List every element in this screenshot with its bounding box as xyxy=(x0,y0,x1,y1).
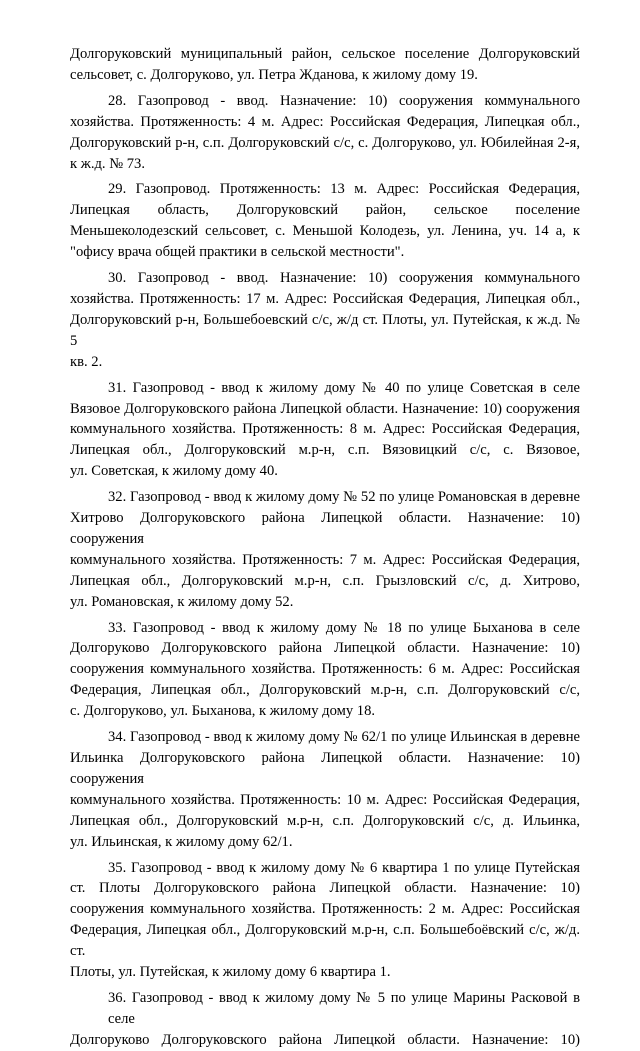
paragraph-item-28 xyxy=(70,91,580,175)
text-line: 28. Газопровод - ввод. Назначение: 10) сооружения коммунального xyxy=(108,92,580,109)
paragraph-item-36 xyxy=(70,988,580,1051)
text-line: Плоты, ул. Путейская, к жилому дому 6 квартира 1. xyxy=(70,964,391,981)
text-line: с. Долгоруково, ул. Быханова, к жилому дому 18. xyxy=(70,703,376,720)
text-line: хозяйства. Протяженность: 4 м. Адрес: Российская Федерация, Липецкая обл., xyxy=(70,113,580,130)
text-line: Федерация, Липецкая обл., Долгоруковский м.р-н, с.п. Долгоруковский с/с, xyxy=(70,682,580,699)
paragraph-item-30 xyxy=(70,268,580,373)
text-line: Меньшеколодезский сельсовет, с. Меньшой Колодезь, ул. Ленина, уч. 14 а, к xyxy=(70,223,580,240)
text-line: Долгоруково Долгоруковского района Липецкой области. Назначение: 10) xyxy=(70,1031,580,1048)
paragraph-item-35 xyxy=(70,858,580,983)
text-line: 33. Газопровод - ввод к жилому дому № 18 по улице Быханова в селе xyxy=(108,619,580,636)
paragraph-item-32 xyxy=(70,487,580,612)
text-line: ул. Ильинская, к жилому дому 62/1. xyxy=(70,833,293,850)
paragraph-item-31 xyxy=(70,378,580,483)
text-line: Федерация, Липецкая обл., Долгоруковский м.р-н, с.п. Большебоёвский с/с, ж/д. ст. xyxy=(70,922,580,960)
text-line: 32. Газопровод - ввод к жилому дому № 52 по улице Романовская в деревне xyxy=(108,489,580,506)
text-line: Долгоруково Долгоруковского района Липецкой области. Назначение: 10) xyxy=(70,640,580,657)
paragraph-item-29 xyxy=(70,179,580,263)
text-line: Ильинка Долгоруковского района Липецкой области. Назначение: 10) сооружения xyxy=(70,750,580,787)
text-line: "офису врача общей практики в сельской местности". xyxy=(70,244,405,261)
text-line: 35. Газопровод - ввод к жилому дому № 6 квартира 1 по улице Путейская xyxy=(108,859,580,876)
text-line: Липецкая обл., Долгоруковский м.р-н, с.п. Вязовицкий с/с, с. Вязовое, xyxy=(70,442,580,459)
text-line: 36. Газопровод - ввод к жилому дому № 5 по улице Марины Расковой в селе xyxy=(108,989,580,1027)
text-line: Вязовое Долгоруковского района Липецкой области. Назначение: 10) сооружения xyxy=(70,400,580,417)
paragraph-item-33 xyxy=(70,618,580,723)
text-line: 29. Газопровод. Протяженность: 13 м. Адрес: Российская Федерация, xyxy=(108,181,580,198)
text-line: ул. Романовская, к жилому дому 52. xyxy=(70,593,294,610)
text-line: ул. Советская, к жилому дому 40. xyxy=(70,463,278,480)
paragraph-continuation xyxy=(70,44,580,86)
text-line: сельсовет, с. Долгоруково, ул. Петра Жданова, к жилому дому 19. xyxy=(70,66,478,83)
text-line: коммунального хозяйства. Протяженность: 8 м. Адрес: Российская Федерация, xyxy=(70,421,580,438)
text-line: Липецкая обл., Долгоруковский м.р-н, с.п. Грызловский с/с, д. Хитрово, xyxy=(70,572,580,589)
text-line: сооружения коммунального хозяйства. Протяженность: 6 м. Адрес: Российская xyxy=(70,661,580,678)
text-line: Хитрово Долгоруковского района Липецкой области. Назначение: 10) сооружения xyxy=(70,510,580,547)
text-line: сооружения коммунального хозяйства. Протяженность: 2 м. Адрес: Российская xyxy=(70,901,580,918)
text-line: 30. Газопровод - ввод. Назначение: 10) сооружения коммунального xyxy=(108,270,580,287)
text-line: коммунального хозяйства. Протяженность: 10 м. Адрес: Российская Федерация, xyxy=(70,791,580,808)
text-line: 31. Газопровод - ввод к жилому дому № 40 по улице Советская в селе xyxy=(108,379,580,396)
text-line: Липецкая область, Долгоруковский район, сельское поселение xyxy=(70,202,580,219)
text-line: ст. Плоты Долгоруковского района Липецкой области. Назначение: 10) xyxy=(70,880,580,897)
text-line: Долгоруковский р-н, Большебоевский с/с, ж/д ст. Плоты, ул. Путейская, к ж.д. № 5 xyxy=(70,311,580,349)
text-line: коммунального хозяйства. Протяженность: 7 м. Адрес: Российская Федерация, xyxy=(70,551,580,568)
text-line: хозяйства. Протяженность: 17 м. Адрес: Российская Федерация, Липецкая обл., xyxy=(70,290,580,307)
text-line: Липецкая обл., Долгоруковский м.р-н, с.п. Долгоруковский с/с, д. Ильинка, xyxy=(70,812,580,829)
text-line: 34. Газопровод - ввод к жилому дому № 62/1 по улице Ильинская в деревне xyxy=(108,729,580,746)
text-line: Долгоруковский р-н, с.п. Долгоруковский с/с, с. Долгоруково, ул. Юбилейная 2-я, xyxy=(70,134,580,151)
paragraph-item-34 xyxy=(70,727,580,852)
text-line: к ж.д. № 73. xyxy=(70,155,146,172)
text-line: Долгоруковский муниципальный район, сельское поселение Долгоруковский xyxy=(70,46,580,62)
text-line: кв. 2. xyxy=(70,353,103,370)
